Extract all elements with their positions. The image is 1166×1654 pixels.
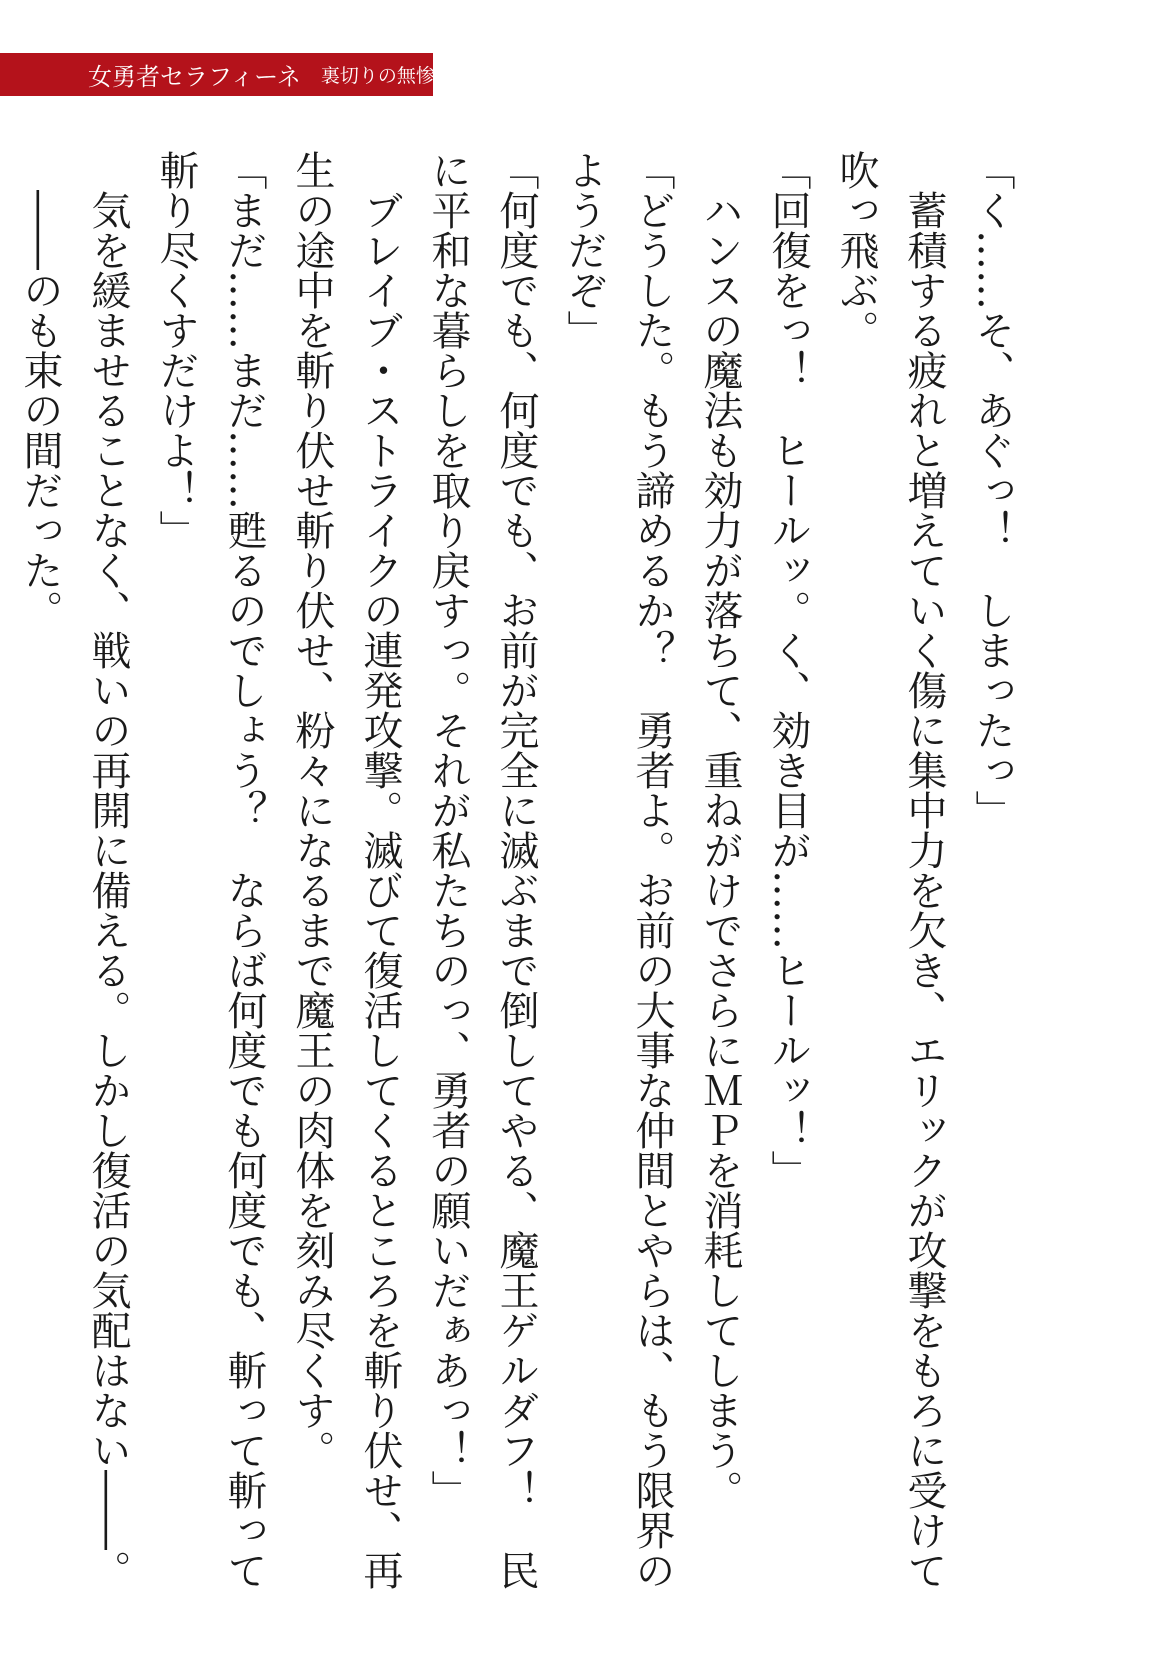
paragraph-6: 「何度でも、何度でも、お前が完全に滅ぶまで倒してやる、魔王ゲルダフ！ 民に平和な暮らしを取り戻すっ。それが私たちのっ、勇者の願いだぁあっ！」 xyxy=(425,150,539,1590)
running-header xyxy=(0,53,454,96)
book-title: 女勇者セラフィーネ xyxy=(88,63,301,91)
paragraph-8: 「まだ……まだ……甦るのでしょう？ ならば何度でも何度でも、斬って斬って斬り尽くすだけよ！」 xyxy=(153,150,267,1590)
paragraph-2: 蓄積する疲れと増えていく傷に集中力を欠き、エリックが攻撃をもろに受けて吹っ飛ぶ。 xyxy=(833,150,947,1590)
paragraph-1: 「く……そ、あぐっ！ しまったっ」 xyxy=(969,150,1015,830)
paragraph-7: ブレイブ・ストライクの連発攻撃。滅びて復活してくるところを斬り伏せ、再生の途中を斬り伏せ斬り伏せ、粉々になるまで魔王の肉体を刻み尽くす。 xyxy=(289,150,403,1590)
chapter-title: 裏切りの無惨劇 xyxy=(320,65,454,87)
paragraph-9: 気を緩ませることなく、戦いの再開に備える。しかし復活の気配はない――。 xyxy=(85,150,131,1590)
paragraph-10: ――のも束の間だった。 xyxy=(17,150,63,630)
paragraph-4: ハンスの魔法も効力が落ちて、重ねがけでさらにＭＰを消耗してしまう。 xyxy=(697,150,743,1510)
paragraph-5: 「どうした。もう諦めるか？ 勇者よ。お前の大事な仲間とやらは、もう限界のようだぞ」 xyxy=(561,150,675,1590)
vertical-body-text xyxy=(6,150,1026,1590)
paragraph-3: 「回復をっ！ ヒールッ。く、効き目が……ヒールッ！」 xyxy=(765,150,811,1190)
